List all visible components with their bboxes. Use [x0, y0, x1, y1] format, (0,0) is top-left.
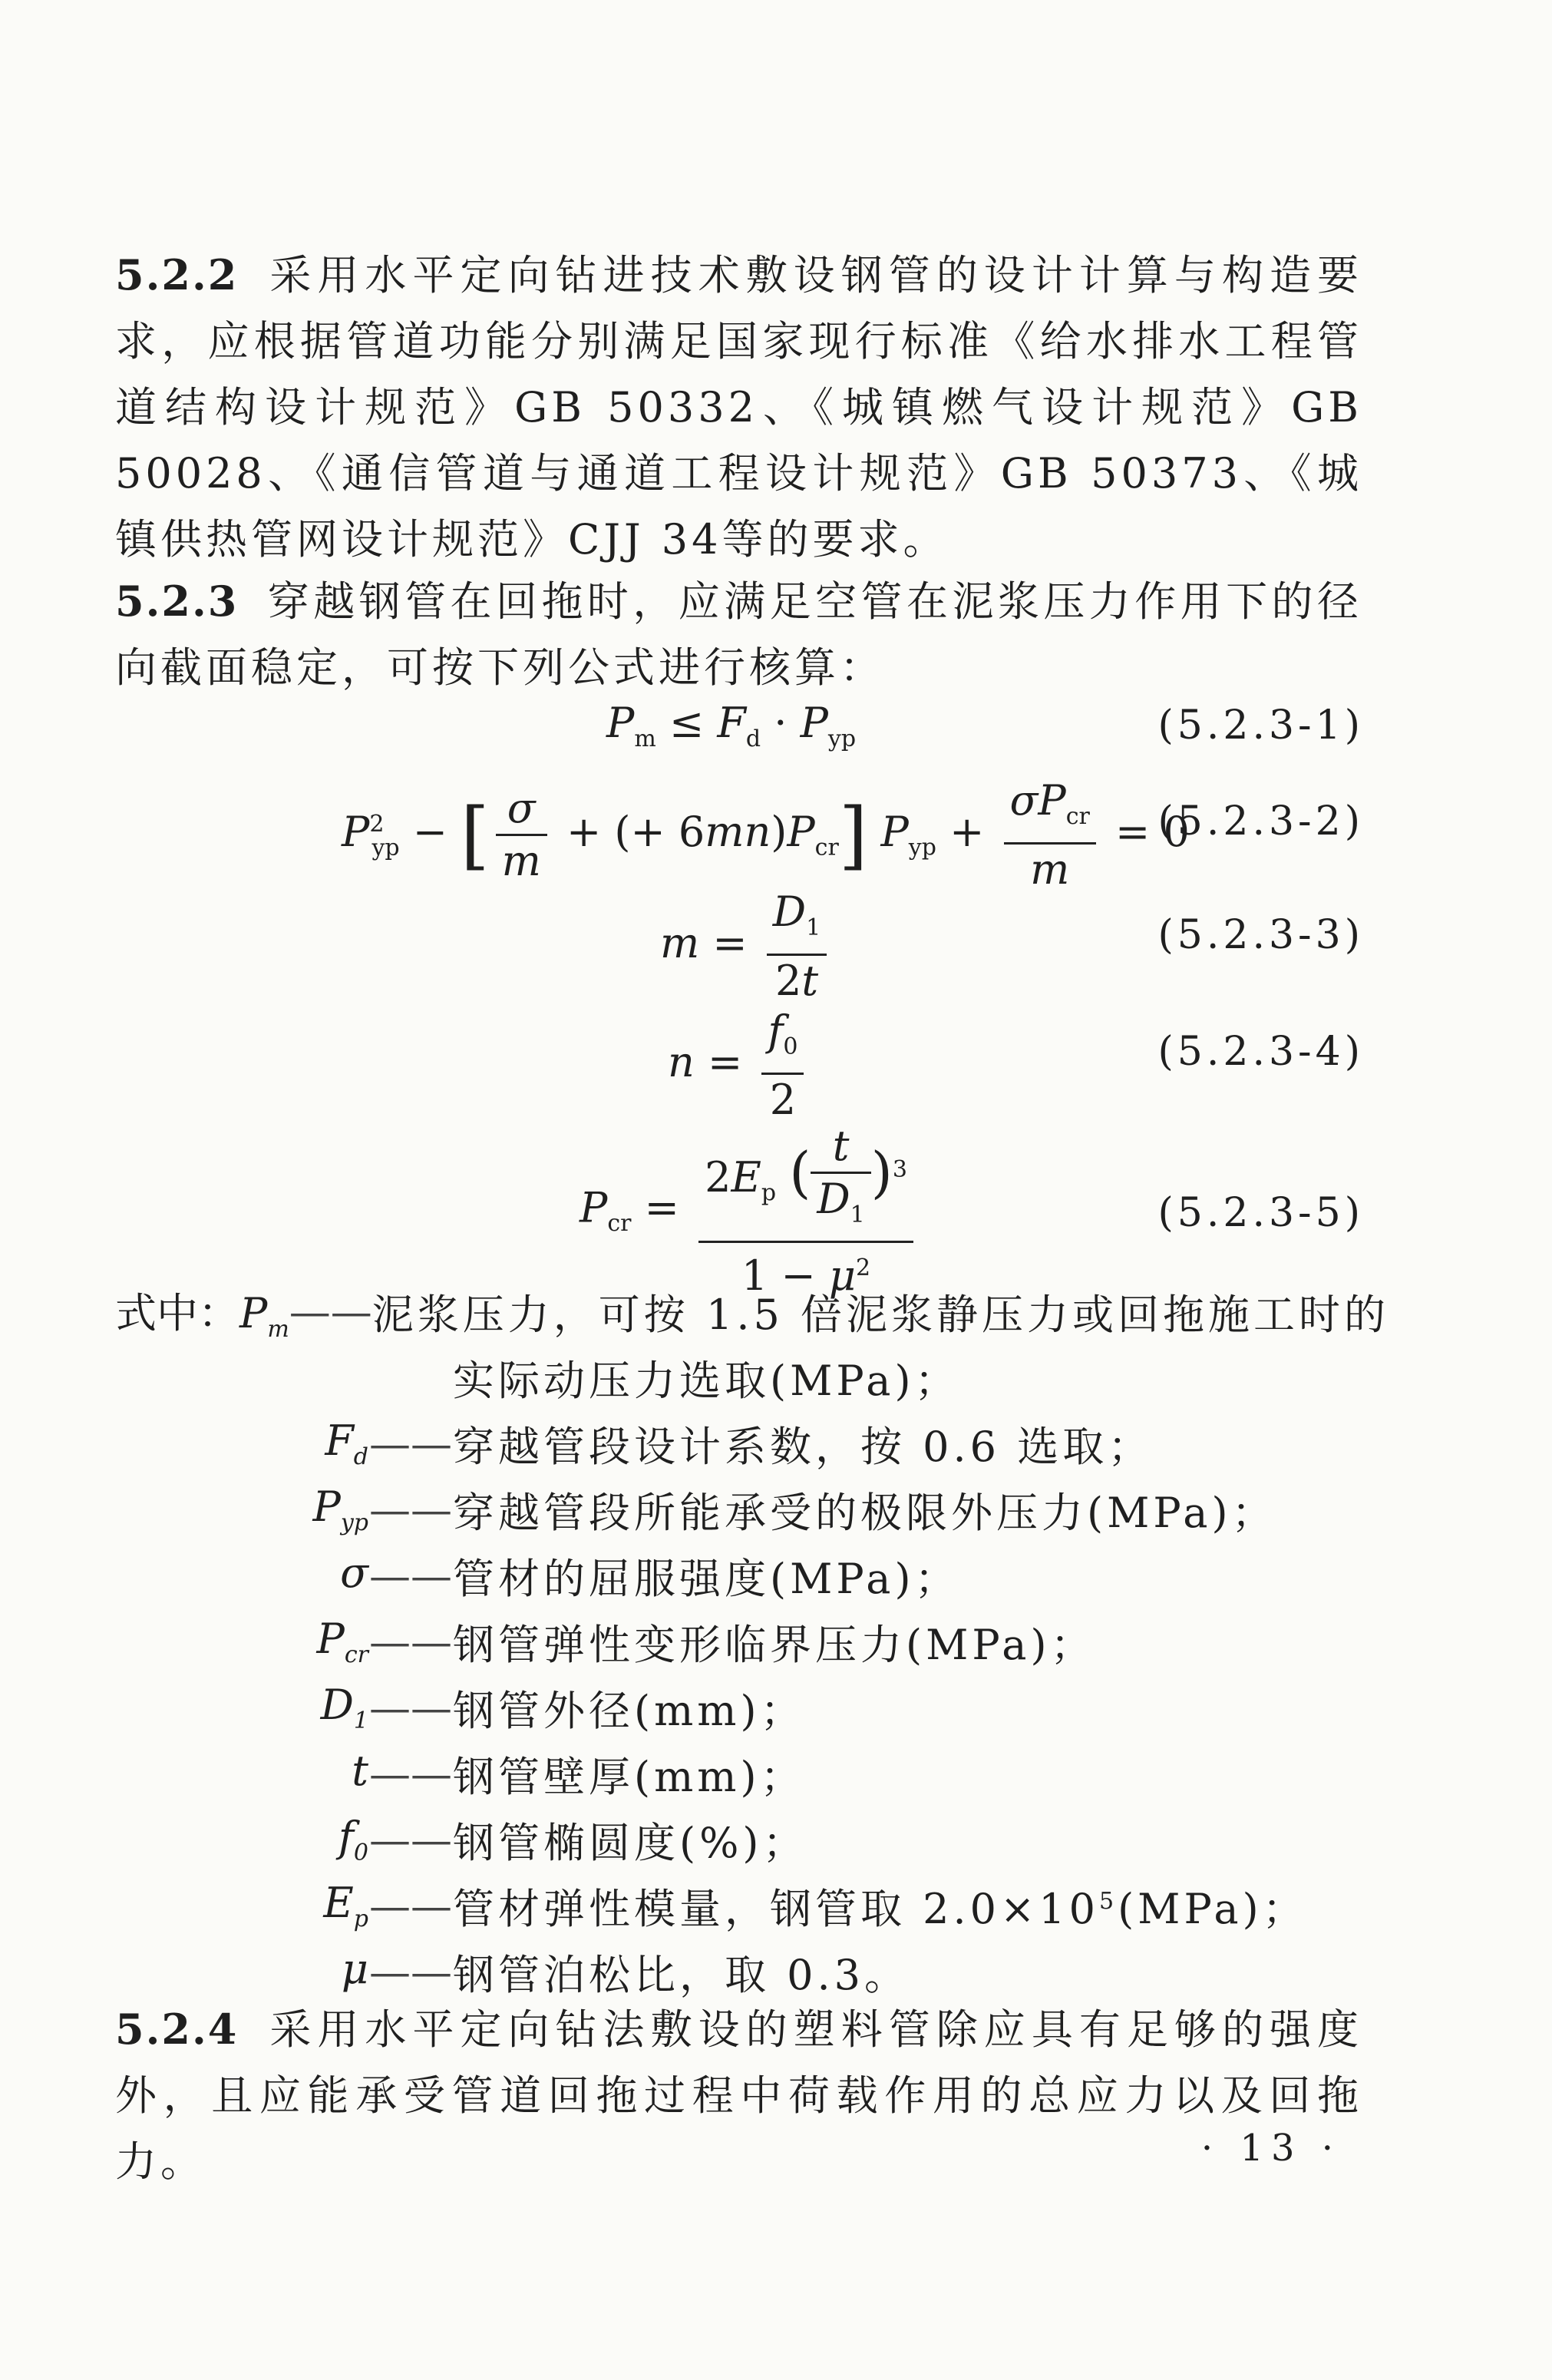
variable-definitions	[115, 1278, 1390, 2005]
equation-number: (5.2.3-5)	[1157, 1190, 1364, 1236]
definition-row: μ —— 钢管泊松比，取 0.3。	[115, 1939, 1366, 2005]
equation-3: m = $\frac{D_1}{2t}$	[660, 887, 833, 1007]
definition-row: t —— 钢管壁厚(mm)；	[115, 1740, 1366, 1806]
equation-1: $P_m \le F_d \cdot P_{yp}$	[606, 699, 857, 752]
clause-text: 采用水平定向钻进技术敷设钢管的设计计算与构造要求，应根据管道功能分别满足国家现行标准《给水排水工程管道结构设计规范》GB 50332、《城镇燃气设计规范》GB 50028、《通信管道与通道工程设计规范》GB 50373、《城镇供热管网设计规范》CJJ 34等的要求。	[115, 251, 1362, 564]
definition-text: 穿越管段所能承受的极限外压力(MPa)；	[453, 1488, 1277, 1537]
page-number: · 13 ·	[1200, 2127, 1341, 2170]
definition-symbol: $D_1$	[320, 1681, 368, 1734]
definition-symbol: σ	[340, 1549, 368, 1598]
definition-row	[115, 1344, 1366, 1410]
definition-symbol: $E_p$	[323, 1879, 368, 1932]
definition-text: 实际动压力选取(MPa)；	[453, 1356, 960, 1405]
definition-symbol: 式中：$P_m$	[115, 1288, 289, 1343]
definition-row: $f_0$ —— 钢管椭圆度(%)；	[115, 1806, 1366, 1873]
clause-5-2-3	[115, 568, 1362, 701]
equation-5: $P_{cr}$ = $2E_p$ ( $\frac{t}{D_1}$ )$^3$ $1 - \mu^2$	[580, 1121, 920, 1301]
equation-number: (5.2.3-4)	[1157, 1029, 1364, 1075]
definition-symbol: $f_0$	[338, 1813, 368, 1866]
definition-text: 钢管椭圆度(%)；	[453, 1818, 808, 1867]
definition-text: 钢管弹性变形临界压力(MPa)；	[453, 1620, 1096, 1669]
definition-text: 钢管壁厚(mm)；	[453, 1752, 806, 1801]
clause-number: 5.2.3	[115, 577, 239, 626]
equation-number: (5.2.3-3)	[1157, 912, 1364, 958]
definition-row: $F_d$ —— 穿越管段设计系数，按 0.6 选取；	[115, 1410, 1366, 1476]
equation-2: $P^2_{yp}$ − [ $\frac{\sigma}{m}$ + (+ $6mn)P_{cr}$] $P_{yp}$ + $\frac{\sigma P_{cr}}{m}$ = 0	[342, 776, 1190, 894]
definition-row: $E_p$ —— 管材弹性模量，钢管取 $2.0\times 10^5(MPa)$；	[115, 1873, 1366, 1939]
clause-5-2-2	[115, 242, 1362, 573]
definition-row: 式中：$P_m$ —— 泥浆压力，可按 1.5 倍泥浆静压力或回拖施工时的	[115, 1278, 1366, 1344]
definition-symbol: t	[352, 1747, 368, 1796]
definition-text: 穿越管段设计系数，按 0.6 选取；	[453, 1422, 1154, 1471]
definition-symbol: $P_{yp}$	[312, 1483, 368, 1536]
definition-symbol: $P_{cr}$	[316, 1615, 368, 1668]
definition-text: 钢管泊松比，取 0.3。	[453, 1950, 910, 1999]
definition-text: 泥浆压力，可按 1.5 倍泥浆静压力或回拖施工时的	[371, 1290, 1390, 1339]
equation-4: n = $\frac{f_0}{2}$	[668, 1006, 810, 1126]
clause-number: 5.2.2	[115, 250, 239, 299]
definition-row: $P_{cr}$ —— 钢管弹性变形临界压力(MPa)；	[115, 1608, 1366, 1674]
definition-symbol: μ	[341, 1945, 368, 1994]
clause-text: 穿越钢管在回拖时，应满足空管在泥浆压力作用下的径向截面稳定，可按下列公式进行核算：	[115, 577, 1362, 692]
definition-text: 钢管外径(mm)；	[453, 1686, 806, 1735]
definition-text: 管材的屈服强度(MPa)；	[453, 1554, 960, 1603]
clause-number: 5.2.4	[115, 2005, 239, 2054]
definition-row: $P_{yp}$ —— 穿越管段所能承受的极限外压力(MPa)；	[115, 1476, 1366, 1542]
equation-number: (5.2.3-2)	[1157, 798, 1364, 845]
clause-5-2-4	[115, 1996, 1362, 2195]
clause-text: 采用水平定向钻法敷设的塑料管除应具有足够的强度外，且应能承受管道回拖过程中荷载作用的总应力以及回拖力。	[115, 2005, 1362, 2186]
definition-symbol: $F_d$	[325, 1416, 368, 1470]
definition-row: $D_1$ —— 钢管外径(mm)；	[115, 1674, 1366, 1740]
equation-number: (5.2.3-1)	[1157, 702, 1364, 749]
definition-text: 管材弹性模量，钢管取 $2.0\times 10^5(MPa)$；	[453, 1884, 1308, 1933]
definition-row: σ —— 管材的屈服强度(MPa)；	[115, 1542, 1366, 1608]
